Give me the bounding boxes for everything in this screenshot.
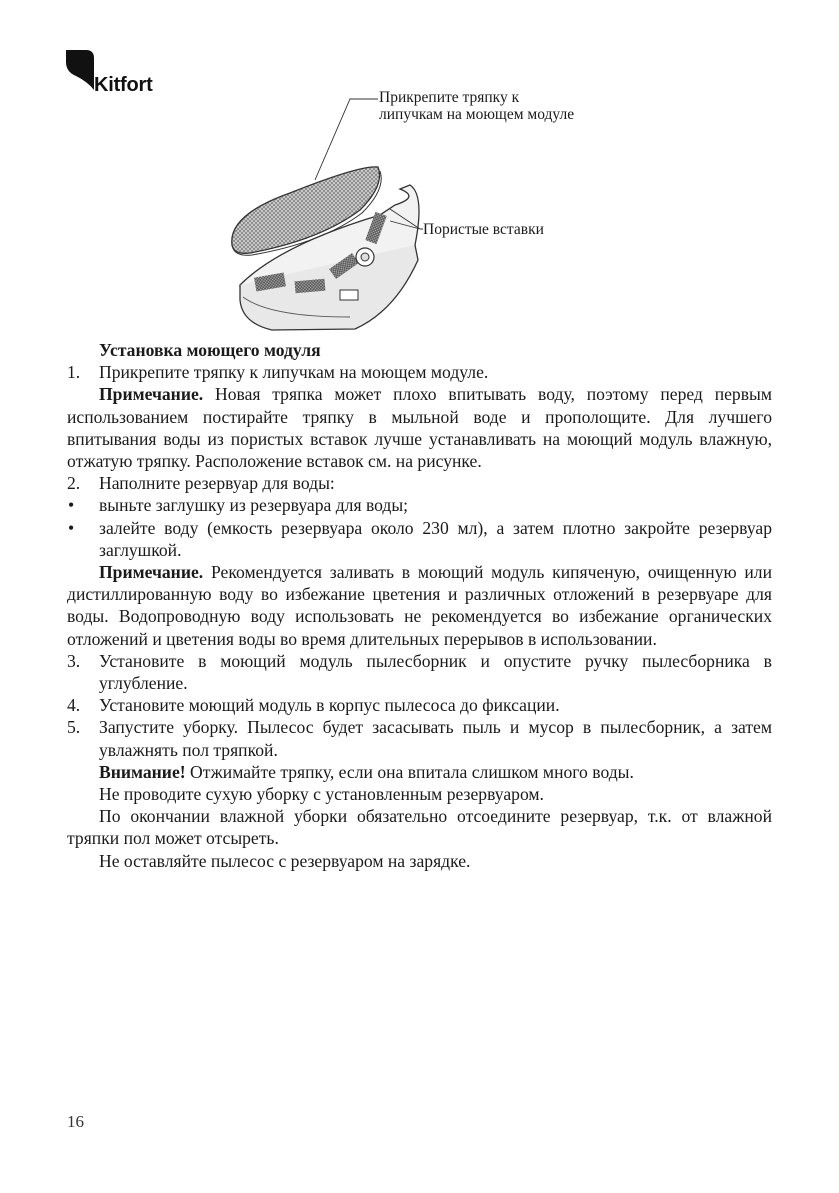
bullet-text: залейте воду (емкость резервуара около 230 мл), а затем плотно закройте резервуар заглушкой. — [99, 517, 772, 560]
note-2 — [67, 561, 772, 650]
step-number: 1. — [67, 362, 81, 383]
step-2 — [67, 472, 772, 494]
section-heading: Установка моющего модуля — [99, 340, 321, 360]
note-text: Рекомендуется заливать в моющий модуль кипяченую, очищенную или дистиллированную воду во избежание цветения и различных отложений в резервуаре для воды. Водопроводную воду использовать не рекомендуется во избежание органических отложений и цветения воды во время длительных перерывов в использовании. — [67, 562, 772, 649]
instruction-text — [67, 339, 772, 872]
step-5 — [67, 716, 772, 760]
step-4 — [67, 694, 772, 716]
step-number: 2. — [67, 473, 81, 494]
para-no-dry-cleaning: Не проводите сухую уборку с установленным резервуаром. — [99, 784, 544, 805]
callout-porous-inserts: Пористые вставки — [423, 221, 544, 238]
step-1 — [67, 361, 772, 383]
warning — [67, 761, 772, 783]
warning-label: Внимание! — [99, 761, 186, 782]
step-number: 3. — [67, 650, 81, 671]
bullet-mark: • — [68, 495, 75, 516]
note-label: Примечание. — [99, 562, 204, 583]
step-text: Наполните резервуар для воды: — [99, 473, 335, 494]
para-no-charging: Не оставляйте пылесос с резервуаром на зарядке. — [99, 850, 471, 871]
step-number: 5. — [67, 717, 81, 738]
note-label: Примечание. — [99, 384, 204, 405]
step-number: 4. — [67, 695, 81, 716]
brand-name: Kitfort — [94, 74, 153, 96]
bullet-2 — [67, 517, 772, 561]
bullet-1 — [67, 494, 772, 516]
note-text: Новая тряпка может плохо впитывать воду, поэтому перед первым использованием постирайте тряпку в мыльной воде и прополощите. Для лучшего впитывания воды из пористых вставок лучше устанавливать на моющий модуль влажную, отжатую тряпку. Расположение вставок см. на рисунке. — [67, 384, 772, 472]
page-number: 16 — [67, 1112, 84, 1131]
note-1 — [67, 383, 772, 472]
step-text: Прикрепите тряпку к липучкам на моющем модуле. — [99, 362, 489, 383]
bullet-text: выньте заглушку из резервуара для воды; — [99, 495, 409, 516]
bullet-mark: • — [68, 517, 75, 538]
step-text: Установите моющий модуль в корпус пылесоса до фиксации. — [99, 695, 560, 716]
warning-text: Отжимайте тряпку, если она впитала слишком много воды. — [185, 761, 634, 782]
para-detach-tank: По окончании влажной уборки обязательно отсоедините резервуар, т.к. от влажной тряпки пол может отсыреть. — [67, 806, 772, 849]
step-text: Запустите уборку. Пылесос будет засасывать пыль и мусор в пылесборник, а затем увлажнять пол тряпкой. — [99, 717, 772, 760]
step-3 — [67, 650, 772, 694]
mop-module-illustration — [210, 85, 590, 340]
callout-attach-cloth: Прикрепите тряпку к липучкам на моющем модуле — [379, 89, 575, 123]
step-text: Установите в моющий модуль пылесборник и опустите ручку пылесборника в углубление. — [99, 650, 772, 694]
